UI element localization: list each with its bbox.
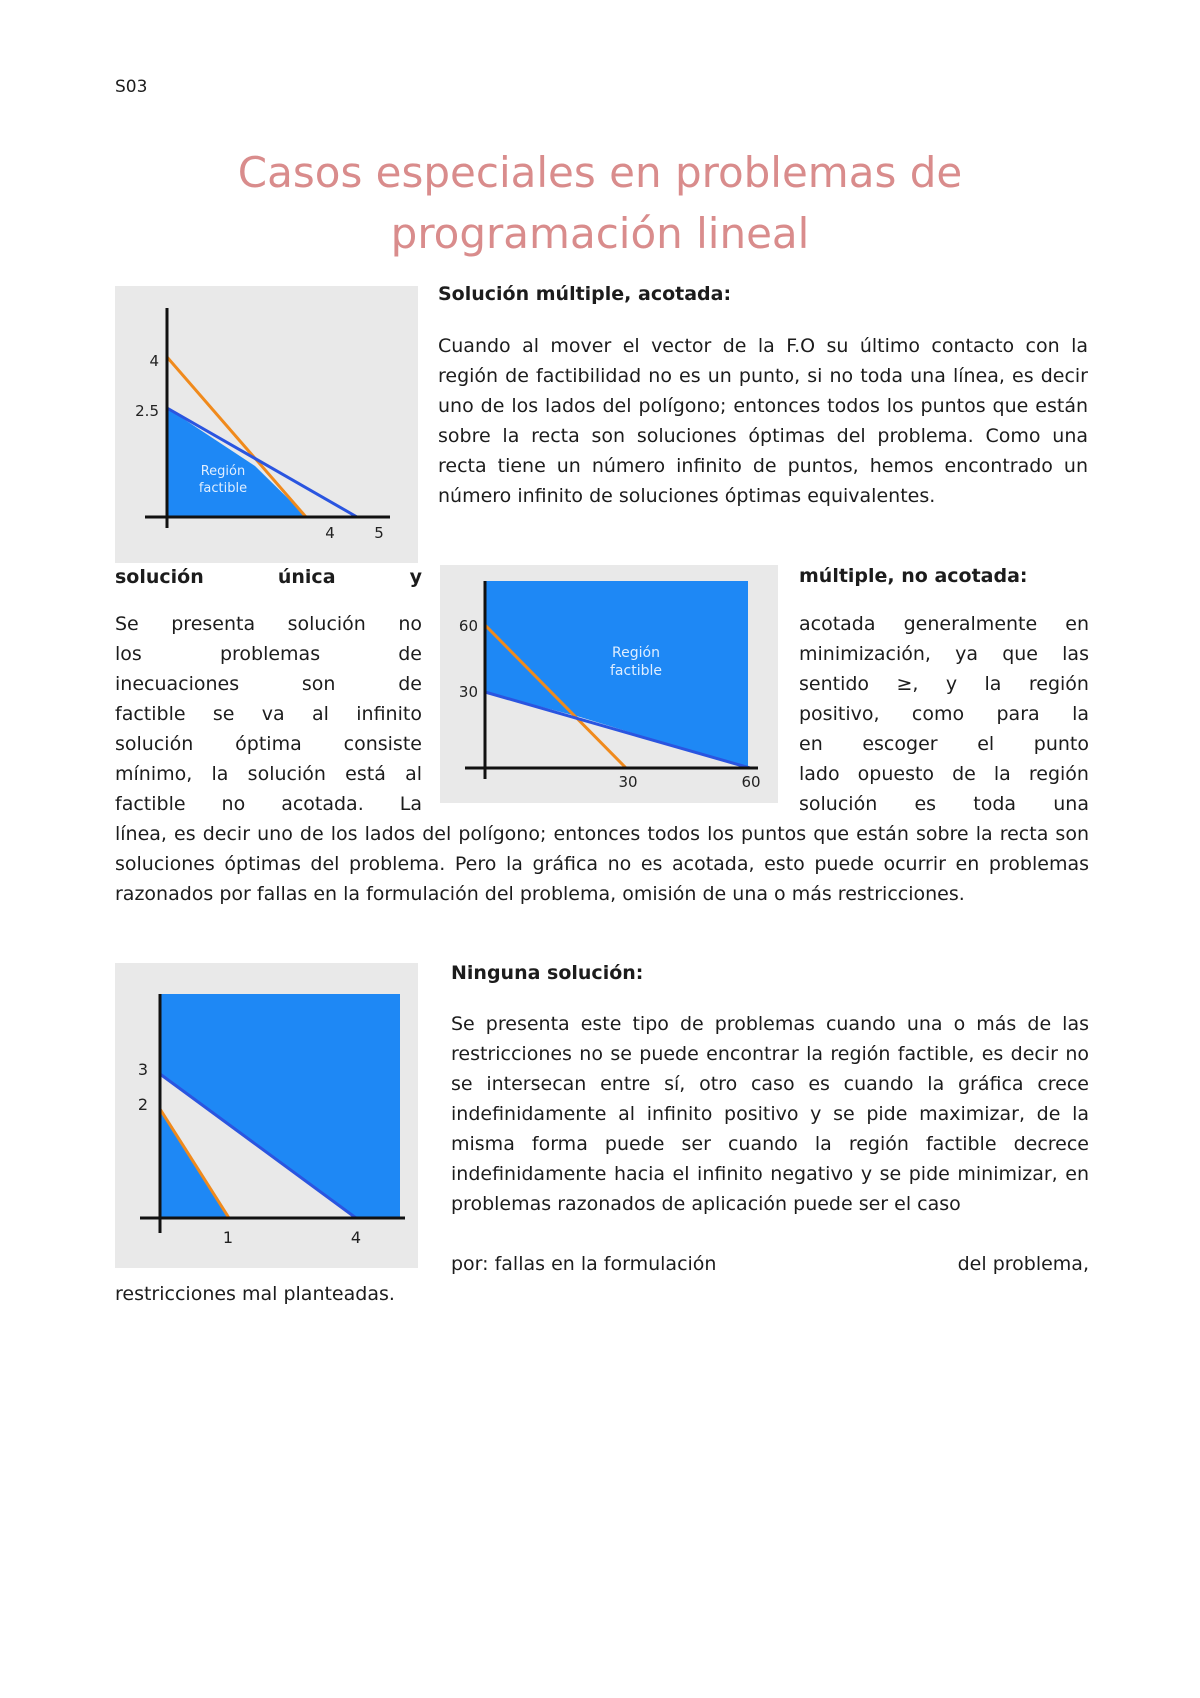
x-tick-label: 4 — [350, 1228, 362, 1247]
heading-no-solution: Ninguna solución: — [451, 962, 644, 984]
word: problemas — [219, 643, 321, 665]
title-line-1: Casos especiales en problemas de — [237, 148, 963, 197]
text-line — [799, 669, 1089, 699]
word: solución — [115, 733, 194, 755]
heading-multiple-unbounded: múltiple, no acotada: — [799, 565, 1028, 587]
text-line — [799, 729, 1089, 759]
title-line-2: programación lineal — [390, 209, 810, 258]
word: son — [301, 673, 336, 695]
region-label: factible — [610, 663, 662, 679]
word: está — [345, 763, 386, 785]
word: de — [398, 643, 422, 665]
word: es — [914, 793, 937, 815]
y-tick-label: 2.5 — [135, 402, 159, 420]
word: los — [115, 643, 142, 665]
word: que — [1002, 643, 1038, 665]
graph-multiple-bounded — [115, 286, 418, 563]
word: y — [945, 673, 958, 695]
word: generalmente — [903, 613, 1038, 635]
text-line — [451, 1249, 1089, 1279]
text-fragment: del problema, — [957, 1253, 1089, 1275]
word: va — [261, 703, 285, 725]
word: en — [799, 733, 823, 755]
word: consiste — [343, 733, 422, 755]
word: la — [993, 763, 1011, 785]
paragraph-no-solution: Se presenta este tipo de problemas cuando una o más de las restricciones no se puede encontrar la región factible, es decir no se intersecan entre sí, otro caso es cuando la gráfica crece indefinidamente al infinito positivo y se pide maximizar, de la misma forma puede ser cuando la región factible decrece indefinidamente hacia el infinito negativo y se pide minimizar, en problemas razonados de aplicación puede ser el caso — [451, 1013, 1089, 1215]
word: al — [405, 763, 422, 785]
word: presenta — [171, 613, 256, 635]
graph-multiple-unbounded — [440, 565, 778, 803]
text-line — [799, 699, 1089, 729]
word: solución — [247, 763, 326, 785]
x-tick-label: 60 — [741, 773, 761, 791]
x-tick-label: 5 — [374, 524, 384, 542]
text-line — [115, 699, 422, 729]
word: al — [312, 703, 329, 725]
word: no — [221, 793, 246, 815]
word: lado — [799, 763, 840, 785]
figure-multiple-bounded — [115, 286, 418, 563]
word: mínimo, — [115, 763, 193, 785]
text-line — [115, 669, 422, 699]
y-tick-label: 60 — [458, 617, 478, 635]
text-line — [115, 729, 422, 759]
word: región — [1028, 673, 1089, 695]
word: positivo, — [799, 703, 880, 725]
text-line — [799, 639, 1089, 669]
text-line — [115, 609, 422, 639]
y-tick-label: 3 — [137, 1060, 148, 1079]
word: de — [952, 763, 976, 785]
word: como — [911, 703, 965, 725]
word: las — [1062, 643, 1089, 665]
word: factible — [115, 793, 186, 815]
y-tick-label: 30 — [458, 683, 478, 701]
word: solución — [799, 793, 878, 815]
paragraph-multiple-bounded: Cuando al mover el vector de la F.O su último contacto con la región de factibilidad no es un punto, si no toda una línea, es decir uno de los lados del polígono; entonces todos los puntos que están sobre la recta son soluciones óptimas del problema. Como una recta tiene un número infinito de puntos, hemos encontrado un número infinito de soluciones óptimas equivalentes. — [438, 335, 1088, 507]
x-tick-label: 4 — [325, 524, 335, 542]
word: de — [398, 673, 422, 695]
word: inecuaciones — [115, 673, 240, 695]
graph-no-solution — [115, 963, 418, 1268]
x-tick-label: 1 — [222, 1228, 234, 1247]
word: solución — [287, 613, 366, 635]
word: opuesto — [857, 763, 935, 785]
word: ≥, — [896, 673, 919, 695]
word: factible — [115, 703, 186, 725]
word: región — [1028, 763, 1089, 785]
region-label: Región — [612, 645, 660, 661]
feasible-region — [167, 408, 307, 517]
x-tick-label: 30 — [618, 773, 638, 791]
word: óptima — [235, 733, 302, 755]
page-code: S03 — [115, 77, 148, 97]
word: se — [212, 703, 235, 725]
word: La — [399, 793, 422, 815]
region-label: factible — [198, 481, 248, 496]
word: en — [1065, 613, 1089, 635]
word: una — [1053, 793, 1089, 815]
word: el — [977, 733, 995, 755]
word: minimización, — [799, 643, 931, 665]
page-title — [100, 142, 1100, 264]
heading-unique-left — [115, 562, 422, 592]
word: y — [409, 566, 422, 588]
word: la — [984, 673, 1002, 695]
figure-multiple-unbounded — [440, 565, 778, 803]
word: Se — [115, 613, 139, 635]
word: punto — [1033, 733, 1089, 755]
text-line — [115, 789, 422, 819]
word: ya — [955, 643, 979, 665]
text-line — [799, 759, 1089, 789]
heading-multiple-bounded: Solución múltiple, acotada: — [438, 283, 732, 305]
word: la — [1072, 703, 1089, 725]
word: única — [277, 566, 336, 588]
text-line — [115, 759, 422, 789]
text-line — [799, 609, 1089, 639]
word: toda — [973, 793, 1017, 815]
word: infinito — [356, 703, 422, 725]
y-tick-label: 2 — [137, 1095, 148, 1114]
paragraph-multiple-unbounded-continuation: línea, es decir uno de los lados del polígono; entonces todos los puntos que están sobre la recta son soluciones óptimas del problema. Pero la gráfica no es acotada, esto puede ocurrir en problemas razonados por fallas en la formulación del problema, omisión de una o más restricciones. — [115, 823, 1089, 905]
word: no — [398, 613, 422, 635]
paragraph-no-solution-continuation: restricciones mal planteadas. — [115, 1283, 395, 1305]
text-line — [799, 789, 1089, 819]
word: acotada — [799, 613, 876, 635]
figure-no-solution — [115, 963, 418, 1268]
word: sentido — [799, 673, 870, 695]
text-line — [115, 639, 422, 669]
y-tick-label: 4 — [149, 352, 159, 370]
word: la — [211, 763, 229, 785]
word: solución — [115, 566, 204, 588]
region-label: Región — [200, 464, 246, 479]
word: escoger — [862, 733, 938, 755]
word: acotada. — [281, 793, 364, 815]
word: para — [996, 703, 1040, 725]
text-fragment: por: fallas en la formulación — [451, 1253, 717, 1275]
